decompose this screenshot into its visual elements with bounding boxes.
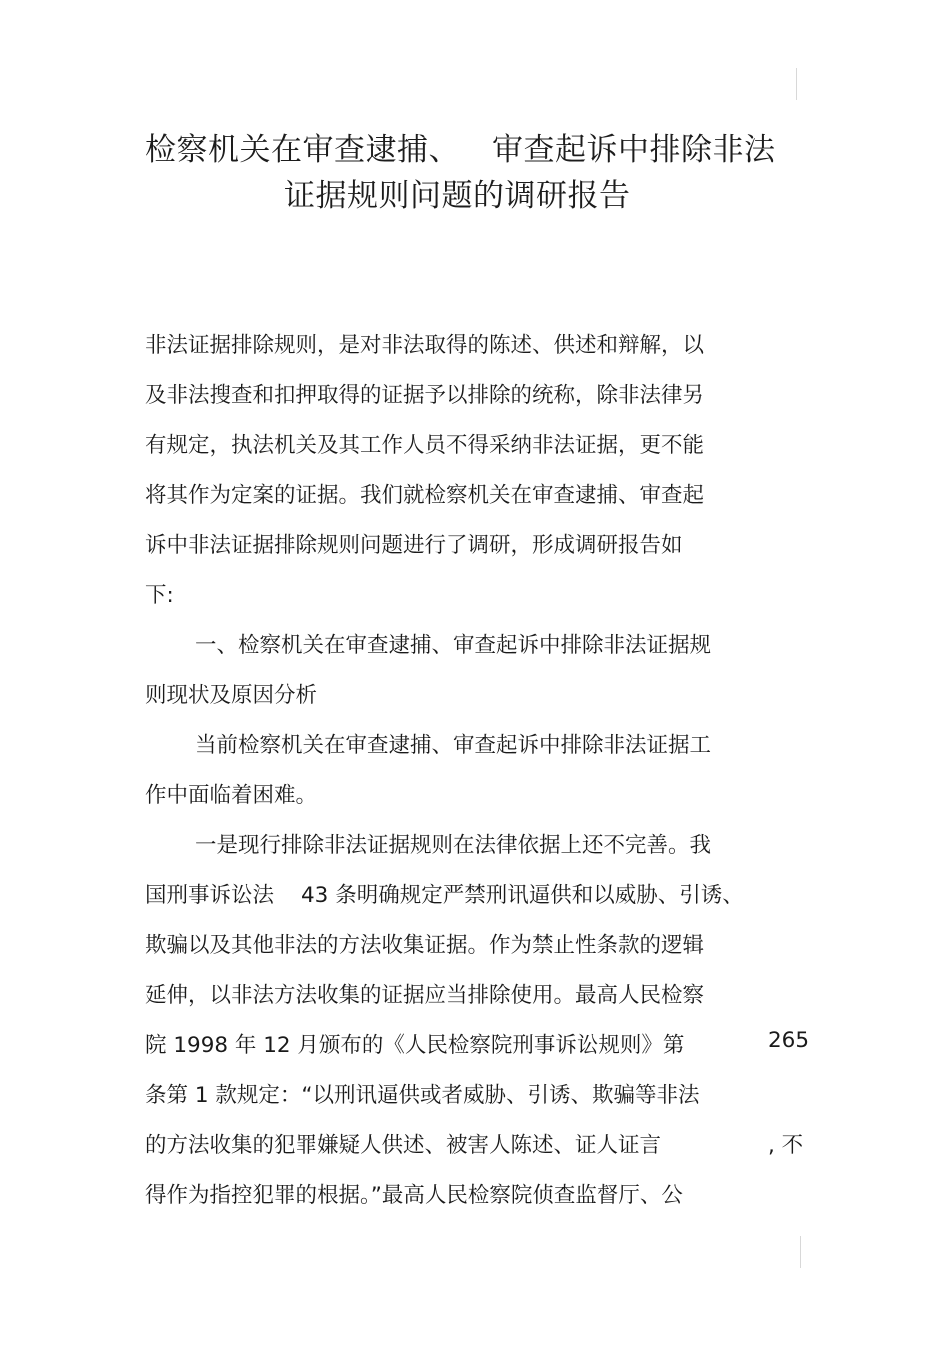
paragraph-1-line: 诉中非法证据排除规则问题进行了调研，形成调研报告如 xyxy=(145,533,683,558)
paragraph-1-line: 有规定，执法机关及其工作人员不得采纳非法证据，更不能 xyxy=(145,433,705,458)
section-heading-line: 则现状及原因分析 xyxy=(145,683,318,708)
top-margin-mark xyxy=(796,68,797,100)
paragraph-1-line: 将其作为定案的证据。我们就检察机关在审查逮捕、审查起 xyxy=(145,483,705,508)
title-line-2: 证据规则问题的调研报告 xyxy=(284,178,631,214)
paragraph-3-line-fragment: , 不 xyxy=(768,1133,804,1158)
paragraph-3-line-fragment: 的方法收集的犯罪嫌疑人供述、被害人陈述、证人证言 xyxy=(145,1133,662,1158)
title-line-1-part-2: 审查起诉中排除非法 xyxy=(492,132,776,168)
paragraph-3-line: 一是现行排除非法证据规则在法律依据上还不完善。我 xyxy=(195,833,712,858)
title-line-1-part-1: 检察机关在审查逮捕、 xyxy=(145,132,460,168)
paragraph-2-line: 作中面临着困难。 xyxy=(145,783,318,808)
paragraph-3-line: 条第 1 款规定：“以刑讯逼供或者威胁、引诱、欺骗等非法 xyxy=(145,1083,700,1108)
bottom-margin-mark xyxy=(800,1236,801,1268)
section-heading-line: 一、检察机关在审查逮捕、审查起诉中排除非法证据规 xyxy=(195,633,712,658)
paragraph-3-line: 延伸，以非法方法收集的证据应当排除使用。最高人民检察 xyxy=(145,983,705,1008)
paragraph-3-line-fragment: 院 1998 年 12 月颁布的《人民检察院刑事诉讼规则》第 xyxy=(145,1033,685,1058)
paragraph-3-line: 欺骗以及其他非法的方法收集证据。作为禁止性条款的逻辑 xyxy=(145,933,705,958)
paragraph-1-line: 下: xyxy=(145,583,174,608)
paragraph-3-line: 得作为指控犯罪的根据。”最高人民检察院侦查监督厅、公 xyxy=(145,1183,683,1208)
paragraph-1-line: 及非法搜查和扣押取得的证据予以排除的统称，除非法律另 xyxy=(145,383,705,408)
paragraph-3-line-fragment: 265 xyxy=(768,1028,810,1053)
paragraph-2-line: 当前检察机关在审查逮捕、审查起诉中排除非法证据工 xyxy=(195,733,712,758)
paragraph-1-line: 非法证据排除规则，是对非法取得的陈述、供述和辩解，以 xyxy=(145,333,705,358)
paragraph-3-line-fragment: 43 条明确规定严禁刑讯逼供和以威胁、引诱、 xyxy=(301,883,744,908)
paragraph-3-line-fragment: 国刑事诉讼法 xyxy=(145,883,275,908)
